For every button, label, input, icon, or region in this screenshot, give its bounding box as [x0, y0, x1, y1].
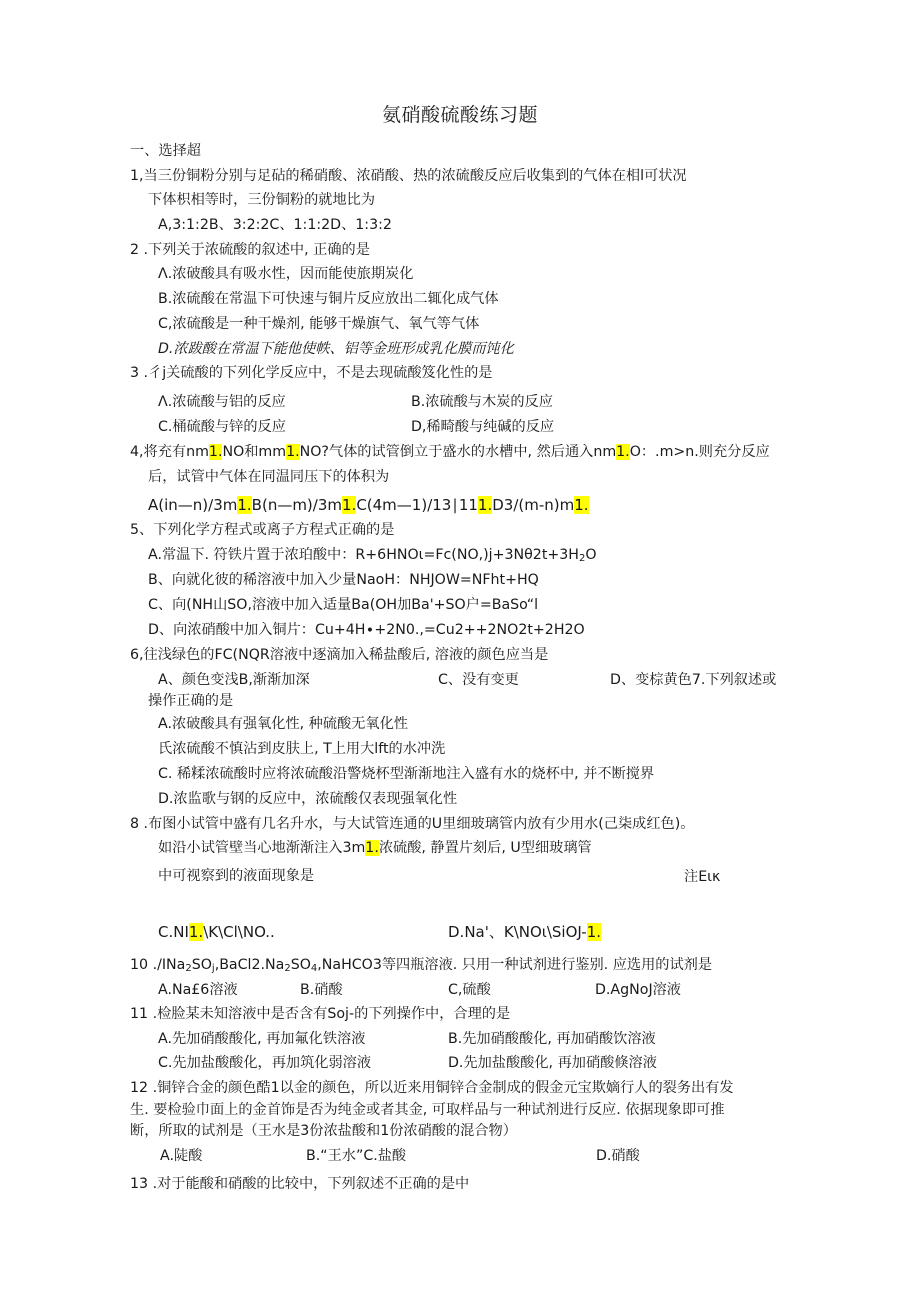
q7-option-c: C. 稀糅浓硫酸时应将浓硫酸沿警烧杯型渐渐地注入盛有水的烧杯中, 并不断搅界 [158, 766, 655, 782]
q9-option-c: C.NI1.\K\Cl\NO.. [158, 923, 275, 941]
q12-option-d: D.硝酸 [596, 1148, 640, 1164]
q11-option-a: A.先加硝酸酸化, 再加氟化铁溶液 [158, 1031, 366, 1047]
q2-option-d: D.浓跋酸在常温下能他使帙、铝等金班形成乳化膜而饨化 [158, 341, 514, 357]
q7-option-d: D.浓监歌与钢的反应中，浓硫酸仅表现强氧化性 [158, 791, 458, 807]
q12-stem-line3: 断，所取的试剂是（王水是3份浓盐酸和1份浓硝酸的混合物） [130, 1123, 517, 1139]
q8-stem-line1: 8 .布图小试管中盛有几名升水，与大试管连通的U里细玻璃管内放有少用水(己柒成红色)。 [130, 816, 695, 832]
q6-option-c: C、没有变更 [438, 672, 519, 688]
q2-option-a: Λ.浓破酸具有吸水性，因而能使旅期炭化 [158, 266, 414, 282]
q3-option-a: Λ.浓硫酸与铝的反应 [158, 394, 286, 410]
q8-stem-line3: 中可视察到的液面现象是 [158, 868, 315, 884]
q12-stem-line2: 生. 要检验巾面上的金首饰是否为纯金或者其金, 可取样品与一种试剂进行反应. 依据现象即可推 [130, 1102, 725, 1118]
q3-option-d: D,稀畸酸与纯碱的反应 [411, 419, 555, 435]
q12-stem-line1: 12 .铜锌合金的颜色酷1以金的颜色，所以近来用铜锌合金制成的假金元宝欺嫡行人的裂务出有发 [130, 1080, 734, 1096]
q13-stem: 13 .对于能酸和硝酸的比较中，下列叙述不正确的是中 [130, 1176, 470, 1192]
q5-stem: 5、下列化学方程式或离子方程式正确的是 [130, 522, 395, 538]
q4-stem-line1: 4,将充有nm1.NO和mm1.NO?气体的试管倒立于盛水的水槽中, 然后通入nm1.O：.m>n.则充分反应 [130, 444, 770, 460]
q6-stem: 6,往浅绿色的FC(NQR溶液中逐滴加入稀盐酸后, 溶液的颜色应当是 [130, 647, 549, 663]
q11-stem: 11 .检脸某未知溶液中是否含有Soj-的下列操作中，合理的是 [130, 1006, 511, 1022]
q8-figure-note: 注Eικ [684, 869, 721, 885]
q3-stem: 3 .彳j关硫酸的下列化学反应中，不是去现硫酸笈化性的是 [130, 365, 493, 381]
q4-options: A(in—n)∕3m1.B(n—m)∕3m1.C(4m—1)/13∣111.D3∕(m-n)m1. [148, 496, 589, 514]
q10-option-b: B.硝酸 [300, 982, 343, 998]
q7-stem: 操作正确的是 [148, 693, 234, 709]
q7-option-a: A.浓破酸具有强氧化性, 种硫酸无氧化性 [158, 716, 408, 732]
q5-option-d: D、向浓硝酸中加入铜片：Cu+4H∙+2N0.,=Cu2++2NO2t+2H2O [148, 622, 585, 638]
q10-option-d: D.AgNoJ溶液 [595, 982, 681, 998]
q2-option-c: C,浓硫酸是一种干燥剂, 能够干燥旗气、氧气等气体 [158, 316, 480, 332]
section-heading: 一、选择超 [130, 143, 201, 159]
q11-option-c: C.先加盐酸酸化，再加筑化弱溶液 [158, 1055, 372, 1071]
page-title: 氨硝酸硫酸练习题 [381, 104, 538, 126]
q12-option-a: A.陡酸 [160, 1148, 203, 1164]
q4-stem-line2: 后，试管中气体在同温同压下的体积为 [148, 469, 390, 485]
q11-option-b: B.先加硝酸酸化, 再加硝酸饮溶液 [448, 1031, 656, 1047]
q6-option-ab: A、颜色变浅B,渐渐加深 [158, 672, 310, 688]
q12-option-bc: B.“王水”C.盐酸 [306, 1148, 407, 1164]
q1-options: A,3:1:2B、3:2:2C、1:1:2D、1:3:2 [158, 217, 392, 233]
q10-option-c: C,硫酸 [448, 982, 491, 998]
q5-option-c: C、向(NH山SO,溶液中加入适量Ba(OH加Ba'+SO户=BaSo“l [148, 597, 539, 613]
q2-stem: 2 .下列关于浓硫酸的叙述中, 正确的是 [130, 242, 370, 258]
q3-option-b: B.浓硫酸与木炭的反应 [411, 394, 553, 410]
q1-stem-line1: 1,当三份铜粉分别与足砧的稀硝酸、浓硝酸、热的浓硫酸反应后收集到的气体在相l可状况 [130, 168, 687, 184]
q10-option-a: A.Na£6溶液 [158, 982, 238, 998]
q11-option-d: D.先加盐酸酸化, 再加硝酸倏溶液 [448, 1055, 657, 1071]
q7-option-b: 氏浓硫酸不慎沾到皮肤上, T上用大lft的水冲洗 [158, 741, 446, 757]
q1-stem-line2: 下体枳相等时，三份铜粉的就地比为 [148, 192, 376, 208]
q5-option-b: B、向就化彼的稀溶液中加入少量NaoH：NHJOW=NFht+HQ [148, 572, 539, 588]
q9-option-d: D.Na'、K\NOι\SiOJ-1. [448, 923, 602, 941]
q6-option-d: D、变棕黄色7.下列叙述或 [610, 672, 777, 688]
q5-option-a: A.常温下. 符铁片置于浓珀酸中：$R+6HNO\iota=Fc(NO,)j+3N\theta 2t+3H_2O$ [148, 547, 597, 564]
q3-option-c: C.桶硫酸与锌的反应 [158, 419, 286, 435]
q8-stem-line2: 如沿小试管壁当心地渐渐注入3m1.浓硫酸, 静置片刻后, U型细玻璃管 [158, 840, 592, 856]
q2-option-b: B.浓硫酸在常温下可快速与铜片反应放出二辄化成气体 [158, 291, 499, 307]
q10-stem: 10 $./INa_2SO_j,BaCl2.Na_2SO_4,NaHCO3$等四瓶溶液. 只用一种试剂进行鉴别. 应选用的试剂是 [130, 957, 713, 974]
